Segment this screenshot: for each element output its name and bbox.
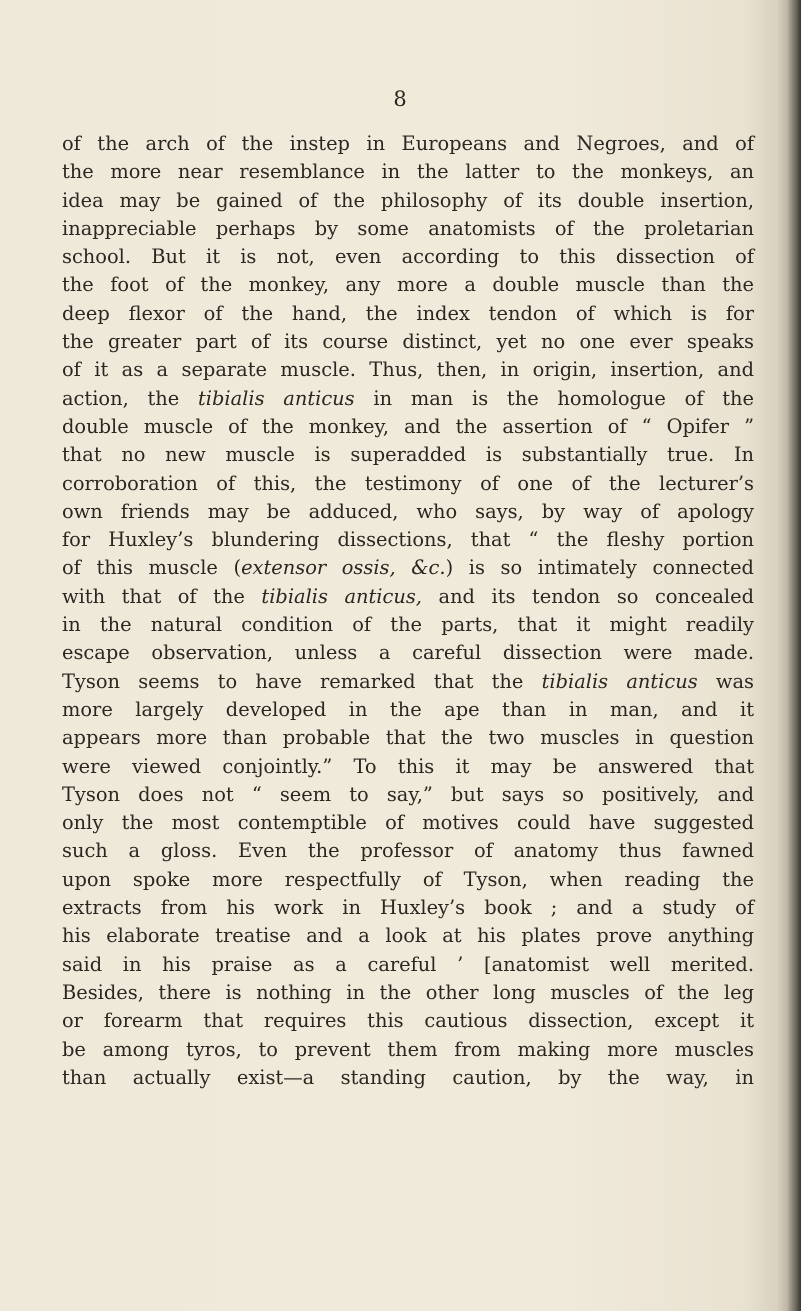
text-line: be among tyros, to prevent them from making more muscles xyxy=(62,1037,754,1061)
text-line: school. But it is not, even according to this dissection of xyxy=(62,245,754,269)
text-line: appears more than probable that the two muscles in question xyxy=(62,726,754,750)
text-line: inappreciable perhaps by some anatomists of the proletarian xyxy=(62,216,754,240)
page-number: 8 xyxy=(393,87,408,111)
text-line: double muscle of the monkey, and the assertion of “ Opifer ” xyxy=(62,414,754,438)
text-line: more largely developed in the ape than in man, and it xyxy=(62,697,754,721)
text-line: of it as a separate muscle. Thus, then, in origin, insertion, and xyxy=(62,358,754,382)
text-line: with that of the tibialis anticus, and its tendon so concealed xyxy=(62,584,754,608)
text-line: action, the tibialis anticus in man is the homologue of the xyxy=(62,386,755,410)
text-line: in the natural condition of the parts, that it might readily xyxy=(62,613,754,637)
text-line: the more near resemblance in the latter to the monkeys, an xyxy=(62,160,754,184)
text-line: idea may be gained of the philosophy of its double insertion, xyxy=(62,188,754,212)
italic-term: extensor ossis, &c. xyxy=(241,556,446,580)
italic-term: tibialis anticus xyxy=(541,669,698,693)
text-line: said in his praise as a careful ’ [anatomist well merited. xyxy=(62,952,754,976)
text-line: own friends may be adduced, who says, by way of apology xyxy=(62,499,754,523)
text-line: or forearm that requires this cautious dissection, except it xyxy=(62,1009,754,1033)
text-line: of the arch of the instep in Europeans and Negroes, and of xyxy=(62,132,754,155)
italic-term: tibialis anticus, xyxy=(261,584,422,608)
text-line: Tyson seems to have remarked that the tibialis anticus was xyxy=(62,669,755,693)
text-line: were viewed conjointly.” To this it may be answered that xyxy=(62,754,754,778)
text-line: corroboration of this, the testimony of one of the lecturer’s xyxy=(62,471,754,495)
text-line: escape observation, unless a careful dissection were made. xyxy=(62,641,754,665)
text-line: Besides, there is nothing in the other long muscles of the leg xyxy=(62,980,754,1004)
text-line: the foot of the monkey, any more a double muscle than the xyxy=(62,273,754,297)
text-line: extracts from his work in Huxley’s book ; and a study of xyxy=(62,896,754,920)
page-edge-shadow xyxy=(787,0,801,1311)
text-line: such a gloss. Even the professor of anatomy thus fawned xyxy=(62,839,754,863)
italic-term: tibialis anticus xyxy=(198,386,355,410)
text-line: upon spoke more respectfully of Tyson, when reading the xyxy=(62,867,754,891)
text-line: deep flexor of the hand, the index tendon of which is for xyxy=(62,301,754,325)
text-line: Tyson does not “ seem to say,” but says so positively, and xyxy=(62,782,754,806)
body-text xyxy=(62,130,754,1092)
text-line: that no new muscle is superadded is substantially true. In xyxy=(62,443,754,467)
text-line: for Huxley’s blundering dissections, that “ the fleshy portion xyxy=(62,528,754,552)
text-line: only the most contemptible of motives could have suggested xyxy=(62,811,754,835)
text-line: than actually exist—a standing caution, by the way, in xyxy=(62,1065,754,1089)
text-line: his elaborate treatise and a look at his plates prove anything xyxy=(62,924,754,948)
text-line: the greater part of its course distinct, yet no one ever speaks xyxy=(62,330,754,354)
text-line: of this muscle (extensor ossis, &c.) is so intimately connected xyxy=(62,556,754,580)
